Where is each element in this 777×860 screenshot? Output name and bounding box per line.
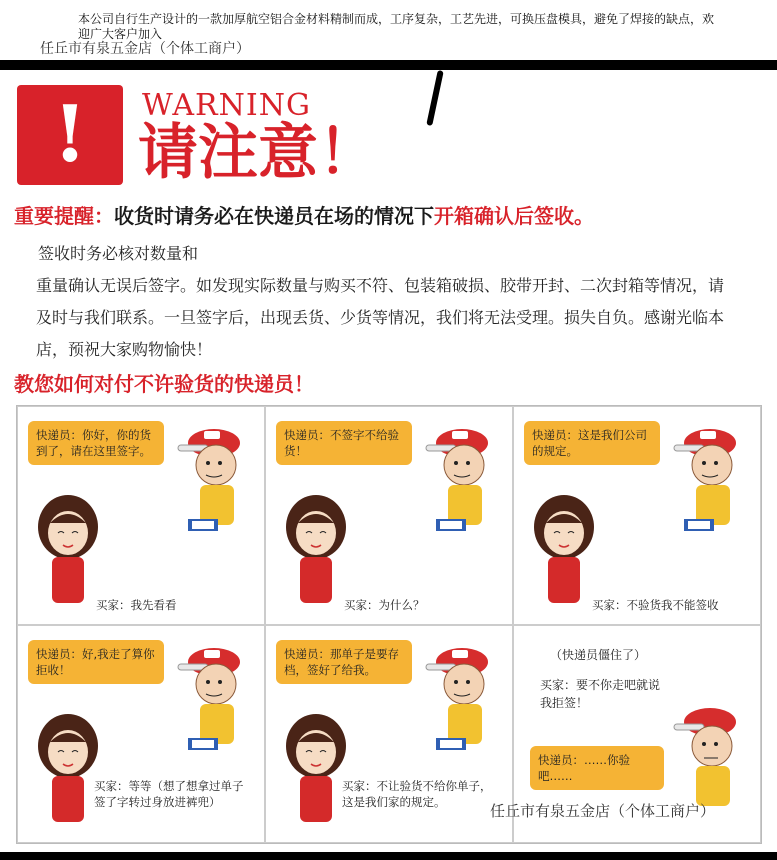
courier-figure <box>418 640 498 770</box>
buyer-figure <box>528 493 600 613</box>
reminder-main: 收货时请务必在快递员在场的情况下 <box>114 204 434 228</box>
notice-body <box>38 238 738 366</box>
buyer-speech: 买家：等等（想了想拿过单子签了字转过身放进裤兜） <box>94 778 244 809</box>
buyer-speech: 买家：不验货我不能签收 <box>592 598 719 612</box>
comic-panel-2 <box>265 406 513 625</box>
buyer-figure <box>32 712 104 832</box>
courier-speech: 快递员：……你验吧…… <box>530 746 664 790</box>
buyer-speech: 买家：不让验货不给你单子，这是我们家的规定。 <box>342 778 492 809</box>
comic-title: 教您如何对付不许验货的快递员！ <box>14 372 314 396</box>
courier-speech: 快递员：不签字不给验货！ <box>276 421 412 465</box>
reminder-line <box>14 200 594 229</box>
attention-title: 请注意！ <box>138 118 378 188</box>
comic-grid <box>16 405 762 844</box>
buyer-speech: 买家：为什么？ <box>344 598 425 612</box>
bottom-divider <box>0 852 777 860</box>
comic-panel-5 <box>265 625 513 844</box>
courier-figure <box>666 421 746 551</box>
notice-line-1: 签收时务必核对数量和 <box>38 244 199 263</box>
courier-speech: 快递员：你好，你的货到了，请在这里签字。 <box>28 421 164 465</box>
top-divider <box>0 60 777 70</box>
buyer-figure <box>280 493 352 613</box>
courier-speech: 快递员：那单子是要存档，签好了给我。 <box>276 640 412 684</box>
store-description: 本公司自行生产设计的一款加厚航空铝合金材料精制而成，工序复杂，工艺先进，可换压盘模具，避免了焊接的缺点，欢迎广大客户加入 <box>78 12 715 41</box>
comic-panel-4 <box>17 625 265 844</box>
courier-speech: 快递员：这是我们公司的规定。 <box>524 421 660 465</box>
reminder-label: 重要提醒： <box>14 204 114 228</box>
comic-panel-1 <box>17 406 265 625</box>
courier-figure <box>418 421 498 551</box>
store-watermark-bottom: 任丘市有泉五金店（个体工商户） <box>490 802 716 820</box>
courier-speech: 快递员：好,我走了算你拒收！ <box>28 640 164 684</box>
warning-word: WARNING <box>142 88 311 123</box>
buyer-figure <box>32 493 104 613</box>
buyer-figure <box>280 712 352 832</box>
comic-panel-3 <box>513 406 761 625</box>
pen-stroke <box>426 70 444 126</box>
buyer-speech: 买家：要不你走吧就说我拒签！ <box>540 677 661 710</box>
stunned-caption: （快递员僵住了） <box>550 647 647 662</box>
courier-figure <box>170 640 250 770</box>
notice-line-2: 重量确认无误后签字。如发现实际数量与购买不符、包装箱破损、胶带开封、二次封箱等情况，请及时与我们联系。一旦签字后，出现丢货、少货等情况，我们将无法受理。损失自负。感谢光临本店，预祝大家购物愉快！ <box>36 276 725 359</box>
warning-icon: ! <box>17 85 123 185</box>
courier-figure <box>170 421 250 551</box>
buyer-speech: 买家：我先看看 <box>96 598 177 612</box>
reminder-tail: 开箱确认后签收。 <box>434 204 594 228</box>
store-watermark-top: 任丘市有泉五金店（个体工商户） <box>40 41 250 57</box>
